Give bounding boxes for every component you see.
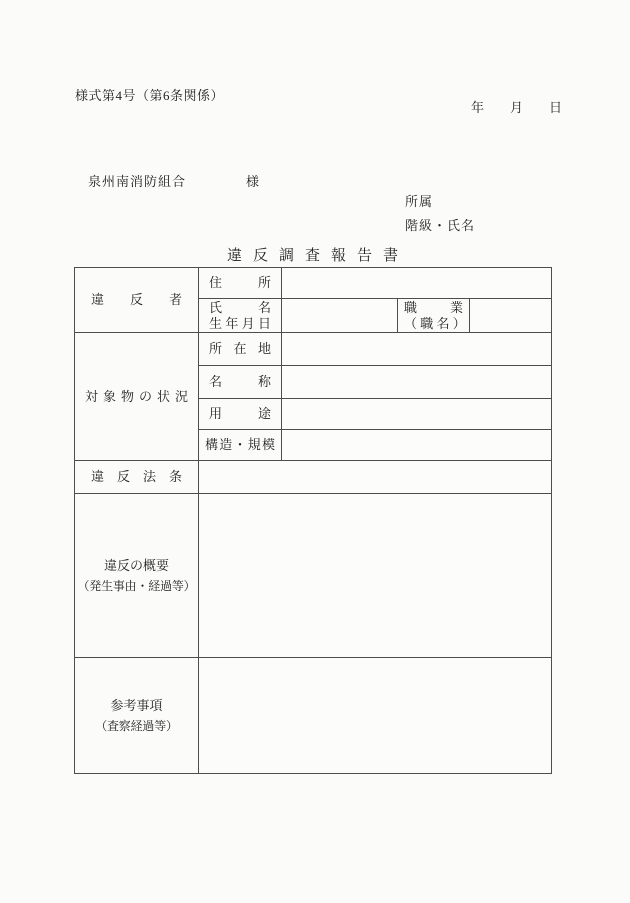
date-line: 年 月 日 (470, 100, 562, 115)
violator-group-label-cell (75, 268, 199, 333)
violation-summary-label-line1: 違反の概要 (103, 557, 169, 573)
name-birthdate-value-cell (282, 299, 398, 333)
structure-label-cell (199, 430, 282, 461)
reference-notes-label-cell (75, 658, 199, 774)
address-label: 住 所 (209, 275, 271, 290)
property-name-value-cell (282, 366, 552, 399)
addressee-name: 泉州南消防組合 (88, 174, 187, 189)
row-violator-address (75, 268, 552, 299)
name-birthdate-label-cell (199, 299, 282, 333)
submitter-block (405, 190, 475, 238)
property-name-label-cell (199, 366, 282, 399)
structure-label: 構造・規模 (205, 437, 275, 452)
occupation-label-line2: （ 職 名 ） (404, 315, 466, 331)
violation-summary-value-cell (199, 494, 552, 658)
address-label-cell (199, 268, 282, 299)
location-value-cell (282, 333, 552, 366)
reference-notes-value-cell (199, 658, 552, 774)
row-reference-notes (75, 658, 552, 774)
use-value-cell (282, 399, 552, 430)
occupation-value-cell (470, 299, 552, 333)
violated-law-label: 違 反 法 条 (91, 469, 182, 484)
location-label-cell (199, 333, 282, 366)
addressee-line (88, 171, 260, 190)
occupation-label-line1: 職 業 (404, 299, 463, 315)
form-number: 様式第4号（第6条関係） (75, 88, 225, 103)
use-label: 用 途 (209, 406, 271, 421)
violation-summary-label-cell (75, 494, 199, 658)
row-violated-law (75, 461, 552, 494)
row-violation-summary (75, 494, 552, 658)
property-group-label-cell (75, 333, 199, 461)
name-label: 氏 名 (209, 299, 271, 315)
violated-law-value-cell (199, 461, 552, 494)
violation-summary-label-line2: （発生事由・経過等） (77, 578, 196, 593)
address-value-cell (282, 268, 552, 299)
property-group-label: 対 象 物 の 状 況 (85, 388, 188, 404)
reference-notes-label-line2: （査察経過等） (95, 718, 178, 733)
affiliation-label: 所属 (405, 194, 434, 209)
addressee-honorific: 様 (246, 174, 261, 189)
birthdate-label: 生 年 月 日 (209, 315, 271, 331)
document-title: 違反調査報告書 (226, 248, 409, 264)
reference-notes-label-line1: 参考事項 (110, 697, 163, 713)
violator-group-label: 違 反 者 (91, 292, 182, 307)
use-label-cell (199, 399, 282, 430)
report-form-table (74, 267, 552, 774)
rank-name-label: 階級・氏名 (405, 218, 476, 233)
violated-law-label-cell (75, 461, 199, 494)
structure-value-cell (282, 430, 552, 461)
occupation-label-cell (398, 299, 470, 333)
row-property-location (75, 333, 552, 366)
property-name-label: 名 称 (209, 374, 271, 389)
location-label: 所 在 地 (209, 341, 271, 356)
